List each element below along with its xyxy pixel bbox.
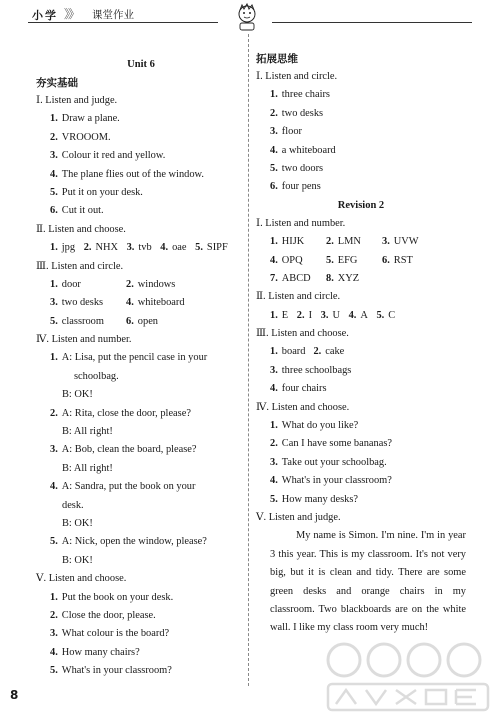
dialogue-reply: B: OK! [62,517,93,529]
list-item: 2. Can I have some bananas? [270,438,393,450]
part-label: Ⅴ. Listen and choose. [36,573,127,585]
section-title-basics: 夯实基础 [36,77,78,89]
part-label: Ⅳ. Listen and number. [36,334,132,346]
part-label: Ⅰ. Listen and circle. [256,71,338,82]
pair-row: 3. two desks 4. whiteboard [50,297,185,309]
pair-row: 5. classroom 6. open [50,315,158,327]
list-item: 5. What's in your classroom? [50,665,172,677]
triple-row: 4. OPQ 5. EFG 6. RST [270,254,413,266]
list-item: 5. two doors [270,162,324,174]
part-label: Ⅱ. Listen and circle. [256,291,341,303]
inline-answers: 1. jpg 2. NHX 3. tvb 4. oae 5. SIPF [50,242,228,254]
list-item: 5. How many desks? [270,493,358,505]
unit-title: Unit 6 [127,59,155,70]
list-item: 2. two desks [270,107,324,119]
header-rule-left [28,22,218,23]
page-number: 8 [10,688,19,702]
list-item: 1. Put the book on your desk. [50,591,174,603]
dialogue-line: 1. A: Lisa, put the pencil case in your [50,352,208,364]
list-item: 3. What colour is the board? [50,628,170,640]
list-item: 4. How many chairs? [50,646,140,658]
list-item: 4. What's in your classroom? [270,475,392,487]
header-rule-right [272,22,472,23]
dialogue-reply: B: All right! [62,462,113,474]
part-label: Ⅴ. Listen and judge. [256,511,341,523]
list-item: 6. four pens [270,181,321,193]
list-item: 5. Put it on your desk. [50,186,143,198]
triple-row: 7. ABCD 8. XYZ [270,272,360,284]
part-label: Ⅲ. Listen and circle. [36,260,124,272]
list-item: 3. floor [270,126,302,138]
list-item: 4. a whiteboard [270,144,336,156]
list-item: 1. three chairs [270,89,330,101]
list-item: 4. four chairs [270,383,327,395]
section-title-extension: 拓展思维 [256,53,298,65]
part-label: Ⅰ. Listen and judge. [36,95,118,106]
left-column [36,56,246,681]
reading-paragraph: My name is Simon. I'm nine. I'm in year 3 this year. This is my classroom. It's not very big, but it is clean and tidy. There are some green desks and orange chairs in my classroom. Two blackboards are on the white wall. I like my class room very much! [270,530,466,634]
dialogue-reply: B: OK! [62,554,93,566]
part-label: Ⅳ. Listen and choose. [256,401,350,413]
list-item: 6. Cut it out. [50,205,104,217]
list-item: 3. three schoolbags [270,364,352,376]
list-item: 3. Colour it red and yellow. [50,150,166,162]
page-header [28,4,472,26]
list-item: 3. Take out your schoolbag. [270,456,387,468]
dialogue-line: schoolbag. [74,370,119,382]
dialogue-reply: B: OK! [62,389,93,401]
header-book-title: 课堂作业 [92,9,134,21]
dialogue-reply: B: All right! [62,426,113,438]
pair-row: 1. door 2. windows [50,278,176,290]
header-chevrons: 》》 [64,7,79,21]
dialogue-line: 4. A: Sandra, put the book on your [50,481,196,493]
dialogue-line: 5. A: Nick, open the window, please? [50,536,207,548]
column-divider [248,34,249,686]
inline-answers: 1. E 2. I 3. U 4. A 5. C [270,309,396,321]
list-item: 2. VROOOM. [50,131,111,143]
part-label: Ⅱ. Listen and choose. [36,223,126,235]
triple-row: 1. HIJK 2. LMN 3. UVW [270,236,419,248]
list-item: 1. What do you like? [270,420,359,432]
list-item: 4. The plane flies out of the window. [50,168,204,180]
dialogue-line: desk. [62,499,84,511]
header-level: 小学 [32,9,58,22]
dialogue-line: 3. A: Bob, clean the board, please? [50,444,197,456]
mascot-icon [232,2,262,32]
part-label: Ⅲ. Listen and choose. [256,328,349,340]
right-column [256,50,466,638]
pair-row: 1. board 2. cake [270,346,345,358]
watermark-logo-icon [322,638,494,716]
part-label: Ⅰ. Listen and number. [256,217,346,229]
revision-title: Revision 2 [337,199,385,211]
list-item: 1. Draw a plane. [50,113,120,125]
list-item: 2. Close the door, please. [50,609,156,621]
dialogue-line: 2. A: Rita, close the door, please? [50,407,191,419]
